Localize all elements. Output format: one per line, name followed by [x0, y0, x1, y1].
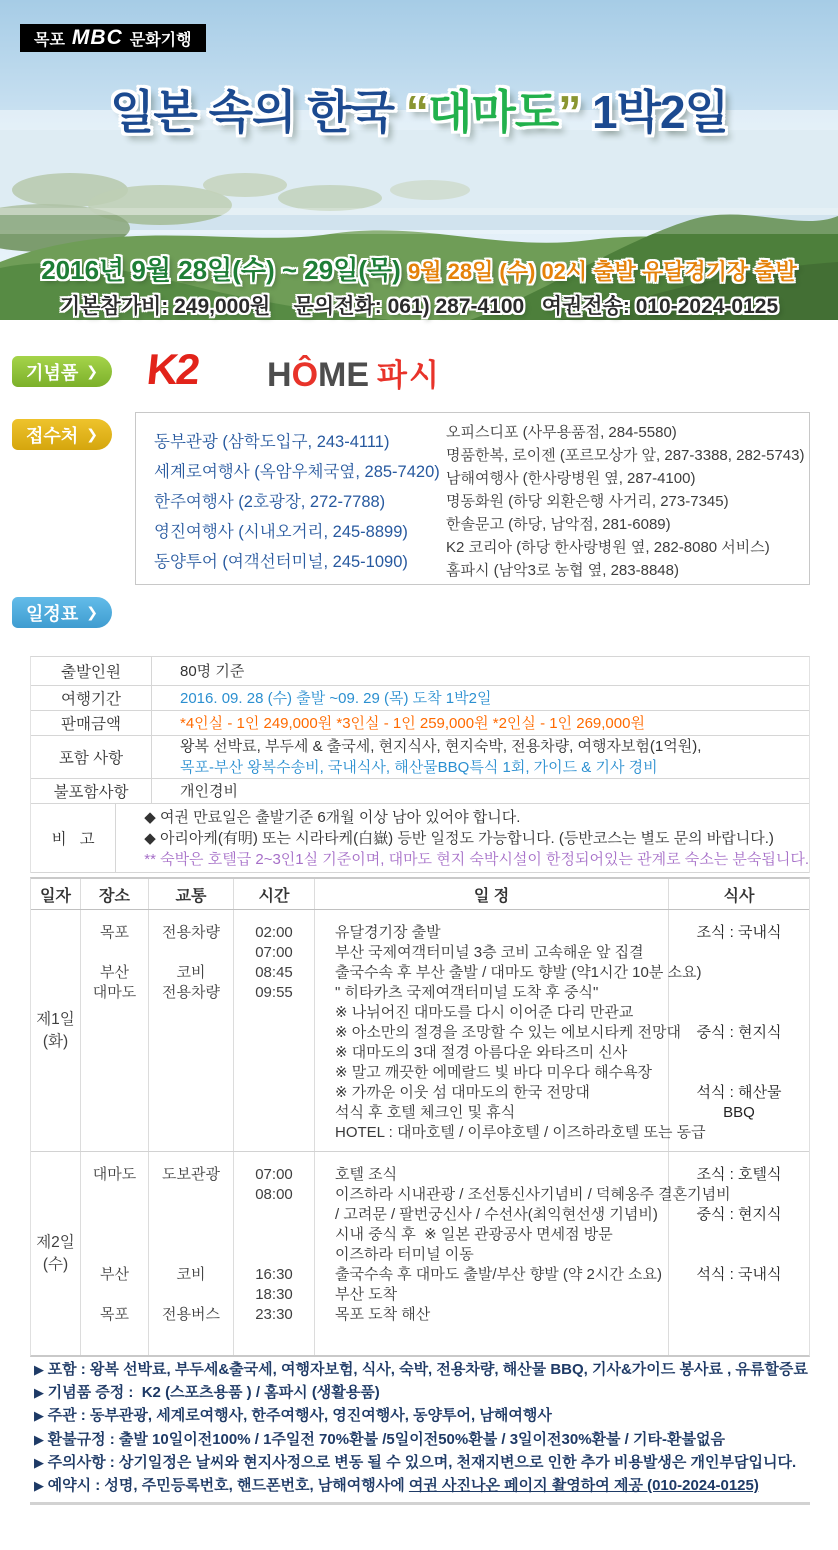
day-transports-line: 코비 [176, 964, 206, 981]
day-places-line: 목포 [100, 1306, 129, 1323]
day-events-line: " 히타카츠 국제여객터미널 도착 후 중식" [335, 984, 599, 1001]
date-sub: 9월 28일 (수) 02시 출발 유달경기장 출발 [408, 259, 797, 284]
day-meals-line: 석식 : 해산물 [696, 1084, 782, 1101]
day-times-line: 16:30 [255, 1266, 293, 1283]
day-transports-line [149, 943, 233, 963]
day-transports [149, 910, 234, 1151]
triangle-bullet-icon: ▶ [34, 1362, 48, 1377]
day-places-line [81, 1245, 148, 1265]
day-times-line: 07:00 [255, 1166, 293, 1183]
day-transports-line [149, 1103, 233, 1123]
footer-note [34, 1451, 810, 1474]
info-row-label: 불포함사항 [31, 779, 152, 803]
schedule-day-row [31, 1151, 809, 1355]
home-logo-me: ME [318, 356, 370, 394]
schedule-header-transport: 교통 [149, 879, 234, 909]
day-places [81, 1152, 149, 1355]
day-places-line [81, 943, 148, 963]
day-events-line: 호텔 조식 [335, 1166, 398, 1183]
footer-note-text: 주의사항 : 상기일정은 날씨와 현지사정으로 변동 될 수 있으며, 천재지변으로 인한 추가 비용발생은 개인부담입니다. [47, 1453, 797, 1471]
day-meals-line: 조식 : 호텔식 [696, 1166, 782, 1183]
info-row-label: 비 고 [31, 804, 116, 872]
info-table-row [31, 779, 809, 804]
day-times-line [234, 1205, 314, 1225]
home-logo-o: Ô [291, 356, 319, 394]
day-places-line [81, 1225, 148, 1245]
reception-agency-item: 한주여행사 (2호광장, 272-7788) [154, 493, 386, 511]
reception-agency-item: 영진여행사 (시내오거리, 245-8899) [154, 523, 408, 541]
footer-note-text: 주관 : 동부관광, 세계로여행사, 한주여행사, 영진여행사, 동양투어, 남해여행사 [47, 1407, 552, 1425]
info-row-label: 판매금액 [31, 711, 152, 735]
reception-shop-item: K2 코리아 (하당 한사랑병원 옆, 282-8080 서비스) [446, 539, 770, 556]
day-places-line [81, 1285, 148, 1305]
reception-shop-item: 명품한복, 로이젠 (포르모상가 앞, 287-3388, 282-5743) [446, 447, 805, 464]
day-times-line [234, 1003, 314, 1023]
info-line: *4인실 - 1인 249,000원 *3인실 - 1인 259,000원 *2인실 - 1인 269,000원 [180, 714, 645, 732]
info-line: 목포-부산 왕복수송비, 국내식사, 해산물BBQ특식 1회, 가이드 & 기사 경비 [180, 759, 658, 776]
day-meals-line: 조식 : 국내식 [696, 924, 782, 941]
day-events-line: 출국수속 후 부산 출발 / 대마도 향발 (약1시간 10분 소요) [335, 964, 702, 981]
day-times-line [234, 1225, 314, 1245]
day-times-line: 08:45 [255, 964, 293, 981]
title-prefix: 일본 속의 한국 [109, 86, 406, 138]
schedule-badge-label: 일정표 [26, 603, 79, 624]
k2-logo: K2 [144, 346, 201, 394]
day-transports-line: 전용차량 [162, 924, 220, 941]
reception-agency-item: 동부관광 (삼학도입구, 243-4111) [154, 433, 390, 451]
day-events-line: 석식 후 호텔 체크인 및 휴식 [335, 1104, 516, 1121]
footer-note-text: 기념품 증정 : K2 (스포츠용품 ) / 홈파시 (생활용품) [47, 1384, 380, 1402]
chevron-right-icon: ❯ [86, 604, 98, 620]
day-events-line: HOTEL : 대마호텔 / 이루야호텔 / 이즈하라호텔 또는 동급 [335, 1124, 706, 1141]
info-line: 2016. 09. 28 (수) 출발 ~09. 29 (목) 도착 1박2일 [180, 689, 492, 707]
day-times-line [234, 1043, 314, 1063]
day-places-line [81, 1205, 148, 1225]
day-times [234, 1152, 315, 1355]
day-meals [669, 910, 809, 1151]
day-meals-line [669, 943, 809, 963]
day-places-line [81, 1043, 148, 1063]
footer-note [34, 1404, 810, 1427]
mbc-badge [20, 24, 206, 52]
day-places-line: 부산 [100, 1266, 129, 1283]
info-line: 개인경비 [180, 782, 238, 800]
day-times-line [234, 1083, 314, 1103]
footer-note [34, 1428, 810, 1451]
day-times-line [234, 1123, 314, 1143]
day-times-line: 09:55 [255, 984, 293, 1001]
reception-badge [12, 419, 112, 450]
reception-shop-item: 오피스디포 (사무용품점, 284-5580) [446, 424, 677, 441]
day-times-line [234, 1103, 314, 1123]
schedule-header-day: 일자 [31, 879, 81, 909]
day-events-line: ※ 나뉘어진 대마도를 다시 이어준 다리 만관교 [335, 1004, 634, 1021]
info-table-row [31, 804, 809, 873]
title-quote-close: ” [558, 86, 581, 138]
day-meals-line: BBQ [723, 1104, 755, 1121]
day-times-line [234, 1245, 314, 1265]
day-meals-line [669, 1245, 809, 1265]
reception-shop-item: 남해여행사 (한사랑병원 옆, 287-4100) [446, 470, 696, 487]
day-meals-line [669, 1325, 809, 1345]
info-line: ◆ 아리아케(有明) 또는 시라타케(白嶽) 등반 일정도 가능합니다. (등반코스는 별도 문의 바랍니다.) [144, 829, 774, 847]
day-meals-line: 중식 : 현지식 [696, 1206, 782, 1223]
day-events-line: ※ 가까운 이웃 섬 대마도의 한국 전망대 [335, 1084, 590, 1101]
day-places-line [81, 1185, 148, 1205]
day-transports-line [149, 1325, 233, 1345]
day-transports-line: 전용버스 [162, 1306, 220, 1323]
schedule-day-row [31, 910, 809, 1151]
day-transports-line: 코비 [176, 1266, 206, 1283]
day-transports [149, 1152, 234, 1355]
day-meals-line: 석식 : 국내식 [696, 1266, 782, 1283]
day-times-line [234, 1023, 314, 1043]
info-line: ** 숙박은 호텔급 2~3인1실 기준이며, 대마도 현지 숙박시설이 한정되어있는 관계로 숙소는 분숙됩니다. [144, 850, 809, 868]
day-times-line [234, 1063, 314, 1083]
mbc-logo: MBC [71, 26, 123, 49]
info-row-label: 여행기간 [31, 686, 152, 710]
day-places-line [81, 1083, 148, 1103]
day-meals-line [669, 1043, 809, 1063]
footer-note [34, 1381, 810, 1404]
day-meals-line [669, 1123, 809, 1143]
mbc-badge-left: 목포 [34, 31, 65, 49]
day-meals-line [669, 1063, 809, 1083]
day-transports-line [149, 1245, 233, 1265]
home-logo-pasi: 파시 [377, 358, 441, 393]
day-events-line: / 고려문 / 팔번궁신사 / 수선사(최익현선생 기념비) [335, 1206, 658, 1223]
day-transports-line [149, 1083, 233, 1103]
day-events-line: 부산 도착 [335, 1286, 398, 1303]
day-transports-line [149, 1225, 233, 1245]
info-table-row [31, 657, 809, 686]
day-meals-line [669, 1003, 809, 1023]
schedule-table [30, 877, 810, 1357]
day-times-line: 07:00 [255, 944, 293, 961]
info-row-label: 포함 사항 [31, 736, 152, 778]
day-events [315, 910, 706, 1151]
date-main: 2016년 9월 28일(수) ~ 29일(목) [41, 255, 408, 285]
day-places-line [81, 1103, 148, 1123]
day-places-line: 목포 [100, 924, 129, 941]
day-times-line: 23:30 [255, 1306, 293, 1323]
day-transports-line [149, 1023, 233, 1043]
home-logo-h: H [267, 356, 292, 394]
info-line: ◆ 여권 만료일은 출발기준 6개월 이상 남아 있어야 합니다. [144, 808, 521, 826]
footer-note-text: 예약시 : 성명, 주민등록번호, 핸드폰번호, 남해여행사에 [47, 1477, 409, 1495]
chevron-right-icon: ❯ [86, 363, 98, 379]
info-table-row [31, 711, 809, 736]
schedule-day-rows [31, 910, 809, 1355]
triangle-bullet-icon: ▶ [34, 1454, 48, 1470]
day-events-line: 목포 도착 해산 [335, 1306, 431, 1323]
day-places-line [81, 1063, 148, 1083]
info-row-value [116, 804, 809, 872]
day-events-line: 시내 중식 후 ※ 일본 관광공사 면세점 방문 [335, 1226, 613, 1243]
day-transports-line [149, 1123, 233, 1143]
reception-agency-item: 세계로여행사 (옥암우체국옆, 285-7420) [154, 463, 440, 481]
schedule-header-itinerary: 일 정 [315, 879, 669, 909]
day-places-line [81, 1023, 148, 1043]
home-pasi-logo [267, 350, 441, 395]
footer-note-underline: 여권 사진나온 페이지 촬영하여 제공 (010-2024-0125) [408, 1477, 759, 1495]
footer-notes [34, 1358, 810, 1497]
day-meals-line: 중식 : 현지식 [696, 1024, 782, 1041]
reception-badge-label: 접수처 [26, 425, 79, 446]
day-times-line: 08:00 [255, 1186, 293, 1203]
triangle-bullet-icon: ▶ [34, 1385, 48, 1401]
footer-note-text: 환불규정 : 출발 10일이전100% / 1주일전 70%환불 /5일이전50%환불 / 3일이전30%환불 / 기타-환불없음 [47, 1430, 725, 1448]
day-label: 제2일 (수) [31, 1152, 81, 1355]
day-events-line: 출국수속 후 대마도 출발/부산 향발 (약 2시간 소요) [335, 1266, 662, 1283]
day-places-line: 부산 [100, 964, 129, 981]
triangle-bullet-icon: ▶ [34, 1431, 48, 1447]
info-line: 왕복 선박료, 부두세 & 출국세, 현지식사, 현지숙박, 전용차량, 여행자보험(1억원), [180, 738, 702, 755]
title-suffix: 1박2일 [580, 86, 729, 138]
day-label: 제1일 (화) [31, 910, 81, 1151]
day-events-line: ※ 말고 깨끗한 에메랄드 빛 바다 미우다 해수욕장 [335, 1064, 653, 1081]
day-transports-line [149, 1063, 233, 1083]
info-table-row [31, 736, 809, 779]
reception-left-list [154, 427, 440, 577]
day-events-line: 이즈하라 시내관광 / 조선통신사기념비 / 덕혜옹주 결혼기념비 [335, 1186, 731, 1203]
info-row-label: 출발인원 [31, 657, 152, 685]
schedule-table-header [31, 879, 809, 910]
day-places-line [81, 1123, 148, 1143]
day-meals-line [669, 963, 809, 983]
day-meals-line [669, 1305, 809, 1325]
info-table [30, 656, 810, 873]
title-highlight: 대마도 [427, 86, 559, 138]
day-meals-line [669, 1185, 809, 1205]
info-row-value [152, 657, 809, 685]
bottom-divider [30, 1502, 810, 1505]
info-row-value [152, 711, 809, 735]
reception-box [135, 412, 810, 585]
info-row-value [152, 736, 809, 778]
day-transports-line [149, 1205, 233, 1225]
day-transports-line: 도보관광 [162, 1166, 220, 1183]
hero-photo [0, 0, 838, 320]
day-transports-line [149, 1043, 233, 1063]
info-row-value [152, 779, 809, 803]
day-places [81, 910, 149, 1151]
day-meals-line [669, 1285, 809, 1305]
day-places-line: 대마도 [92, 1166, 137, 1183]
day-events [315, 1152, 731, 1355]
reception-shop-item: 명동화원 (하당 외환은행 사거리, 273-7345) [446, 493, 729, 510]
day-places-line [81, 1325, 148, 1345]
schedule-header-meal: 식사 [723, 887, 755, 905]
info-table-row [31, 686, 809, 711]
day-transports-line: 전용차량 [162, 984, 220, 1001]
day-transports-line [149, 1185, 233, 1205]
day-transports-line [149, 1003, 233, 1023]
mbc-badge-right: 문화기행 [129, 31, 192, 49]
day-events-line: 이즈하라 터미널 이동 [335, 1246, 474, 1263]
info-row-value [152, 686, 809, 710]
info-line: 80명 기준 [180, 662, 245, 680]
day-times-line [234, 1325, 314, 1345]
day-meals [669, 1152, 809, 1355]
day-transports-line [149, 1285, 233, 1305]
schedule-header-place: 장소 [81, 879, 149, 909]
day-meals-line [669, 983, 809, 1003]
date-line [0, 250, 838, 287]
day-events-line: 부산 국제여객터미널 3층 코비 고속해운 앞 집결 [335, 944, 644, 961]
reception-agency-item: 동양투어 (여객선터미널, 245-1090) [154, 553, 408, 571]
reception-shop-item: 홈파시 (남악3로 농협 옆, 283-8848) [446, 562, 679, 579]
page-title [0, 76, 838, 142]
day-times-line: 18:30 [255, 1286, 293, 1303]
title-quote-open: “ [405, 86, 428, 138]
fee-line: 기본참가비: 249,000원 문의전화: 061) 287-4100 여권전송: 010-2024-0125 [59, 295, 779, 318]
footer-note [34, 1358, 810, 1381]
footer-note-text: 포함 : 왕복 선박료, 부두세&출국세, 여행자보험, 식사, 숙박, 전용차량, 해산물 BBQ, 기사&가이드 봉사료 , 유류할증료 [47, 1361, 808, 1378]
day-times-line: 02:00 [255, 924, 293, 941]
reception-shop-item: 한솔문고 (하당, 남악점, 281-6089) [446, 516, 671, 533]
souvenir-badge-label: 기념품 [26, 362, 79, 383]
triangle-bullet-icon: ▶ [34, 1478, 48, 1494]
reception-right-list [446, 421, 804, 582]
day-events-line: 유달경기장 출발 [335, 924, 441, 941]
day-events-line [335, 1325, 664, 1345]
chevron-right-icon: ❯ [86, 426, 98, 442]
triangle-bullet-icon: ▶ [34, 1408, 48, 1424]
schedule-badge [12, 597, 112, 628]
day-events-line: ※ 아소만의 절경을 조망할 수 있는 에보시타케 전망대 [335, 1024, 682, 1041]
day-places-line [81, 1003, 148, 1023]
footer-note [34, 1474, 810, 1497]
day-places-line: 대마도 [92, 984, 137, 1001]
souvenir-badge [12, 356, 112, 387]
day-meals-line [669, 1225, 809, 1245]
schedule-header-time: 시간 [234, 879, 315, 909]
day-events-line: ※ 대마도의 3대 절경 아름다운 와타즈미 신사 [335, 1044, 628, 1061]
day-times [234, 910, 315, 1151]
